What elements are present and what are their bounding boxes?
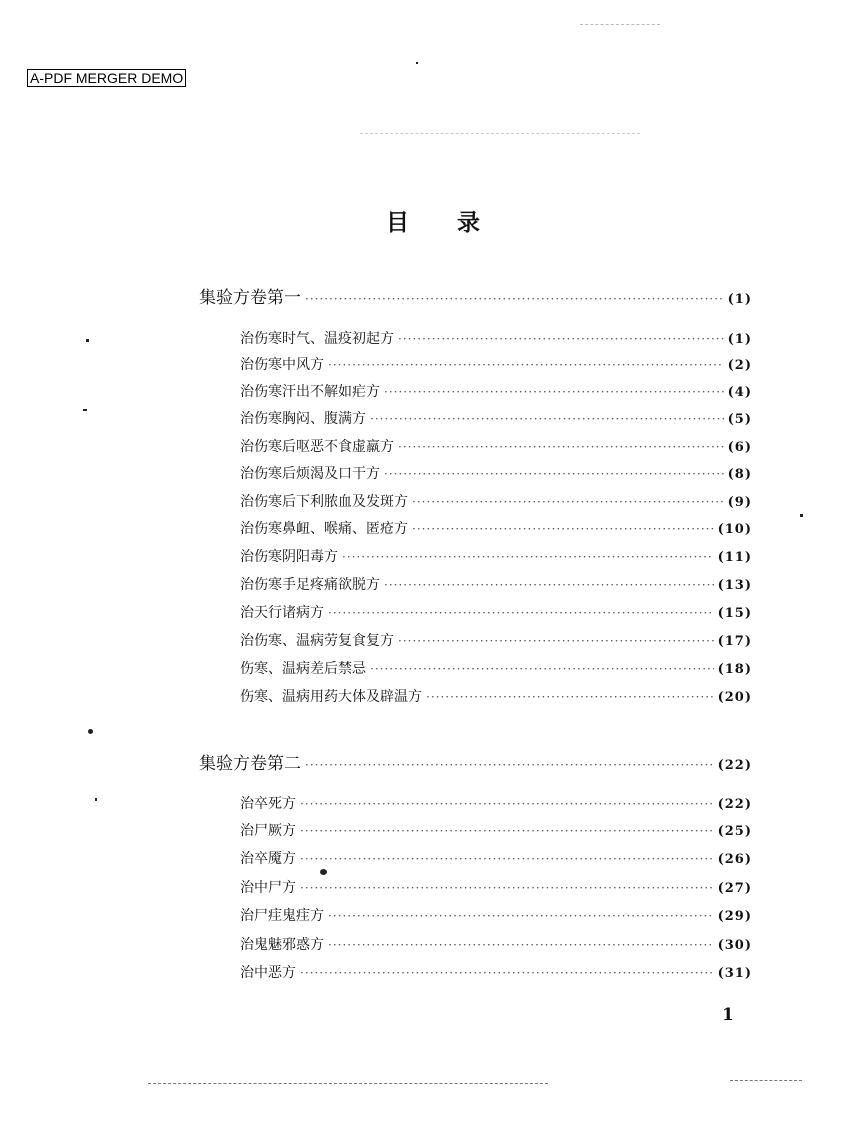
page-number: 1 [722,1005,734,1025]
scan-speck [88,729,93,734]
entry-title: 治伤寒后下利脓血及发斑方 [240,494,408,510]
leader-dots [398,634,714,648]
watermark-banner: A-PDF MERGER DEMO [27,69,186,87]
entry-title: 治鬼魅邪惑方 [240,937,324,953]
leader-dots [384,467,724,481]
toc-entry[interactable] [240,328,752,352]
entry-title: 治伤寒中风方 [240,357,324,373]
toc-entry[interactable] [240,381,752,405]
leader-dots [370,412,724,426]
entry-title: 治伤寒后烦渴及口干方 [240,466,380,482]
entry-page-ref: (8) [727,467,752,482]
leader-dots [305,758,714,772]
toc-entry[interactable] [240,658,752,682]
entry-page-ref: (30) [717,938,752,953]
toc-entry[interactable] [240,686,752,710]
entry-page-ref: (1) [727,332,752,347]
leader-dots [300,852,714,866]
toc-entry[interactable] [240,518,752,542]
leader-dots [300,824,714,838]
scan-speck [83,409,87,411]
entry-page-ref: (31) [717,966,752,981]
entry-title: 治伤寒后呕恶不食虚羸方 [240,439,394,455]
entry-page-ref: (29) [717,909,752,924]
entry-title: 治伤寒时气、温疫初起方 [240,331,394,347]
entry-page-ref: (5) [727,412,752,427]
leader-dots [412,522,714,536]
scan-edge-line [148,1083,548,1085]
entry-page-ref: (17) [717,634,752,649]
entry-page-ref: (15) [717,606,752,621]
leader-dots [370,662,714,676]
leader-dots [384,578,714,592]
toc-entry[interactable] [240,630,752,654]
entry-page-ref: (10) [717,522,752,537]
toc-section-heading[interactable] [199,749,752,773]
scan-speck [320,869,327,875]
leader-dots [300,881,714,895]
scan-edge-line [360,133,640,135]
toc-entry[interactable] [240,820,752,844]
toc-entry[interactable] [240,408,752,432]
entry-page-ref: (13) [717,578,752,593]
entry-title: 伤寒、温病用药大体及辟温方 [240,689,422,705]
toc-entry[interactable] [240,877,752,901]
scan-edge-line [580,24,660,26]
leader-dots [328,606,714,620]
page-title: 目录 [386,210,528,236]
entry-page-ref: (20) [717,690,752,705]
entry-page-ref: (9) [727,495,752,510]
leader-dots [398,332,724,346]
leader-dots [412,495,724,509]
entry-title: 治伤寒手足疼痛欲脱方 [240,577,380,593]
entry-title: 治中恶方 [240,965,296,981]
toc-entry[interactable] [240,546,752,570]
entry-page-ref: (6) [727,440,752,455]
entry-title: 治尸疰鬼疰方 [240,908,324,924]
toc-entry[interactable] [240,602,752,626]
toc-entry[interactable] [240,354,752,378]
entry-page-ref: (2) [727,358,752,373]
section-page-ref: (22) [717,758,752,773]
leader-dots [305,292,724,306]
entry-page-ref: (4) [727,385,752,400]
entry-title: 治尸厥方 [240,823,296,839]
toc-entry[interactable] [240,574,752,598]
entry-page-ref: (25) [717,824,752,839]
toc-entry[interactable] [240,463,752,487]
leader-dots [398,440,724,454]
entry-title: 伤寒、温病差后禁忌 [240,661,366,677]
toc-entry[interactable] [240,962,752,986]
leader-dots [426,690,714,704]
entry-page-ref: (22) [717,797,752,812]
entry-page-ref: (26) [717,852,752,867]
entry-page-ref: (27) [717,881,752,896]
scan-speck [416,62,418,64]
entry-title: 治伤寒、温病劳复食复方 [240,633,394,649]
scan-speck [95,798,97,801]
section-title: 集验方卷第二 [199,754,301,774]
leader-dots [300,797,714,811]
toc-entry[interactable] [240,436,752,460]
leader-dots [300,966,714,980]
entry-page-ref: (11) [717,550,752,565]
toc-entry[interactable] [240,934,752,958]
scan-speck [86,339,89,342]
toc-entry[interactable] [240,491,752,515]
entry-page-ref: (18) [717,662,752,677]
entry-title: 治天行诸病方 [240,605,324,621]
scan-edge-line [730,1080,802,1082]
entry-title: 治卒魇方 [240,851,296,867]
entry-title: 治卒死方 [240,796,296,812]
leader-dots [328,909,714,923]
entry-title: 治伤寒汗出不解如疟方 [240,384,380,400]
toc-entry[interactable] [240,848,752,872]
leader-dots [384,385,724,399]
toc-entry[interactable] [240,905,752,929]
entry-title: 治伤寒阴阳毒方 [240,549,338,565]
entry-title: 治伤寒鼻衄、喉痛、匿疮方 [240,521,408,537]
leader-dots [328,358,724,372]
leader-dots [328,938,714,952]
section-page-ref: (1) [727,292,752,307]
toc-section-heading[interactable] [199,283,752,307]
leader-dots [342,550,714,564]
scan-speck [800,514,803,517]
toc-entry[interactable] [240,793,752,817]
section-title: 集验方卷第一 [199,288,301,308]
entry-title: 治中尸方 [240,880,296,896]
entry-title: 治伤寒胸闷、腹满方 [240,411,366,427]
